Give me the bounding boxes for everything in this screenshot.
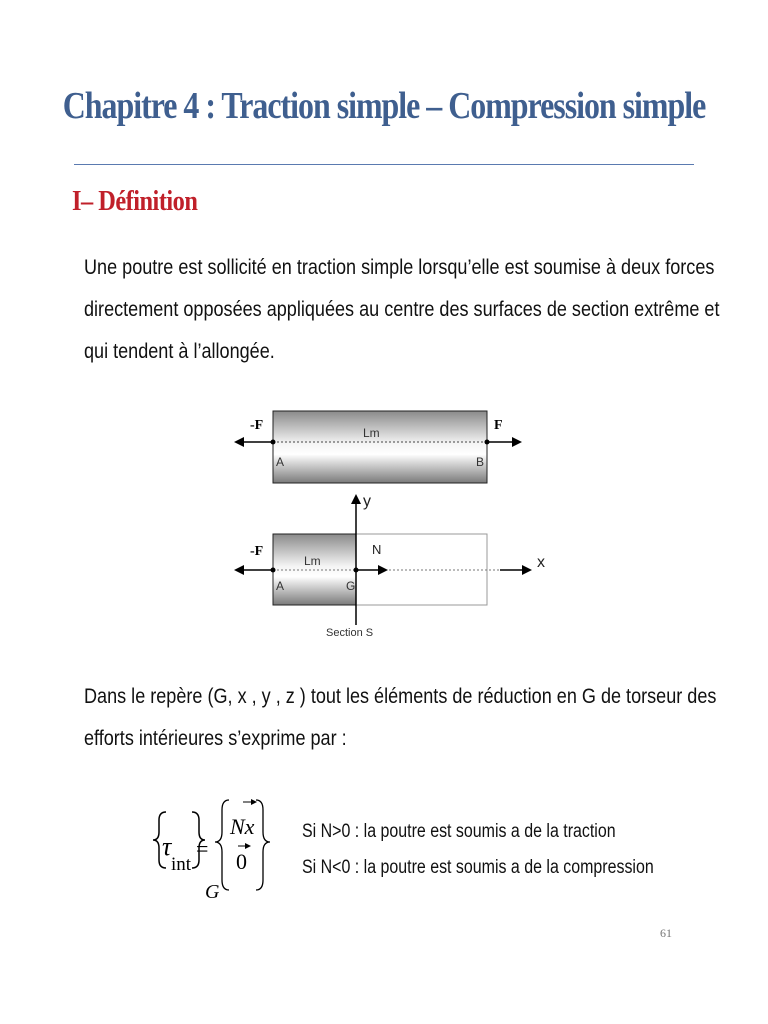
vector-top: Nx: [230, 814, 255, 839]
point-g-label: G: [346, 579, 356, 593]
section-heading: I– Définition: [72, 185, 198, 217]
section-label: Section S: [326, 627, 374, 639]
vector-right-brace-icon: [256, 800, 270, 890]
g-subscript: G: [205, 881, 220, 900]
repere-line: Dans le repère (G, x , y , z ) tout les éléments de réduction en G de torseur des: [84, 685, 717, 708]
vector-bottom-arrowhead: [245, 843, 251, 849]
tau-symbol: τ: [162, 832, 172, 861]
top-right-force-label: F: [494, 418, 503, 433]
repere-line: efforts intérieures s’exprime par :: [84, 727, 347, 750]
condition-compression: Si N<0 : la poutre est soumis a de la compression: [302, 857, 654, 878]
page-title: Chapitre 4 : Traction simple – Compression simple: [62, 85, 706, 127]
x-axis-label: x: [537, 554, 545, 571]
int-subscript: int: [171, 854, 192, 875]
intro-line: directement opposées appliquées au centre des surfaces de section extrême et: [84, 298, 720, 321]
intro-line: Une poutre est sollicité en traction simple lorsqu’elle est soumise à deux forces: [84, 256, 715, 279]
y-axis-label: y: [363, 493, 371, 510]
bottom-point-a-label: A: [276, 579, 285, 593]
top-length-label: Lm: [363, 426, 380, 440]
condition-traction: Si N>0 : la poutre est soumis a de la traction: [302, 821, 616, 842]
top-point-b-label: B: [476, 455, 485, 469]
intro-line: qui tendent à l’allongée.: [84, 340, 275, 363]
bottom-length-label: Lm: [304, 554, 321, 568]
normal-force-label: N: [372, 542, 382, 557]
top-point-a-label: A: [276, 455, 285, 469]
conditions-list: [302, 814, 654, 886]
page-number: 61: [660, 926, 672, 940]
bottom-left-force-label: -F: [250, 544, 264, 559]
vector-bottom: 0: [236, 849, 247, 874]
vector-left-brace-icon: [215, 800, 229, 890]
equals-sign: =: [196, 836, 209, 861]
top-left-force-label: -F: [250, 418, 264, 433]
